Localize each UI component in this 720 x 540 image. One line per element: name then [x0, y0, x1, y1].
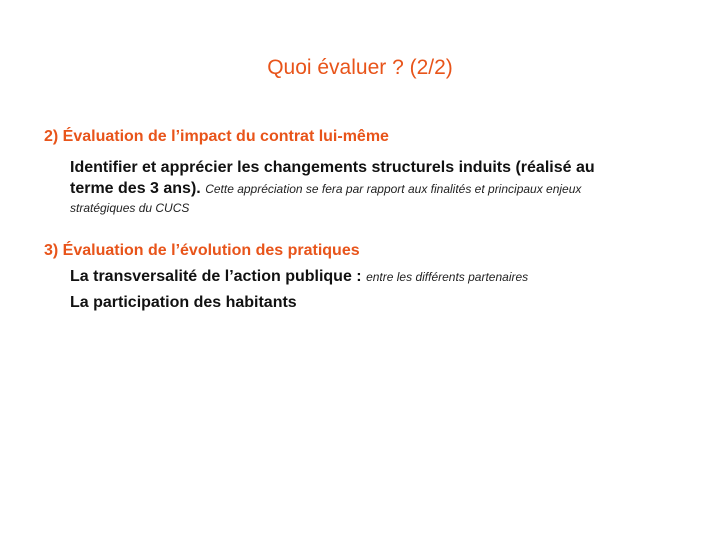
section-2-line-2-bold: terme des 3 ans).	[70, 180, 201, 197]
slide-title: Quoi évaluer ? (2/2)	[267, 56, 453, 79]
section-2-heading: 2) Évaluation de l’impact du contrat lui-même	[44, 128, 389, 145]
section-2-line-2-note: Cette appréciation se fera par rapport aux finalités et principaux enjeux	[205, 182, 582, 196]
section-3-item-2: La participation des habitants	[70, 294, 297, 311]
section-2-line-2	[70, 178, 581, 200]
section-2-line-1: Identifier et apprécier les changements structurels induits (réalisé au	[70, 159, 595, 176]
section-3-heading: 3) Évaluation de l’évolution des pratiques	[44, 242, 360, 259]
section-3-item-1-bold: La transversalité de l’action publique :	[70, 268, 362, 285]
section-3-item-1	[70, 266, 528, 288]
section-3-item-1-note: entre les différents partenaires	[366, 270, 529, 284]
section-2-line-3-note: stratégiques du CUCS	[70, 201, 190, 215]
